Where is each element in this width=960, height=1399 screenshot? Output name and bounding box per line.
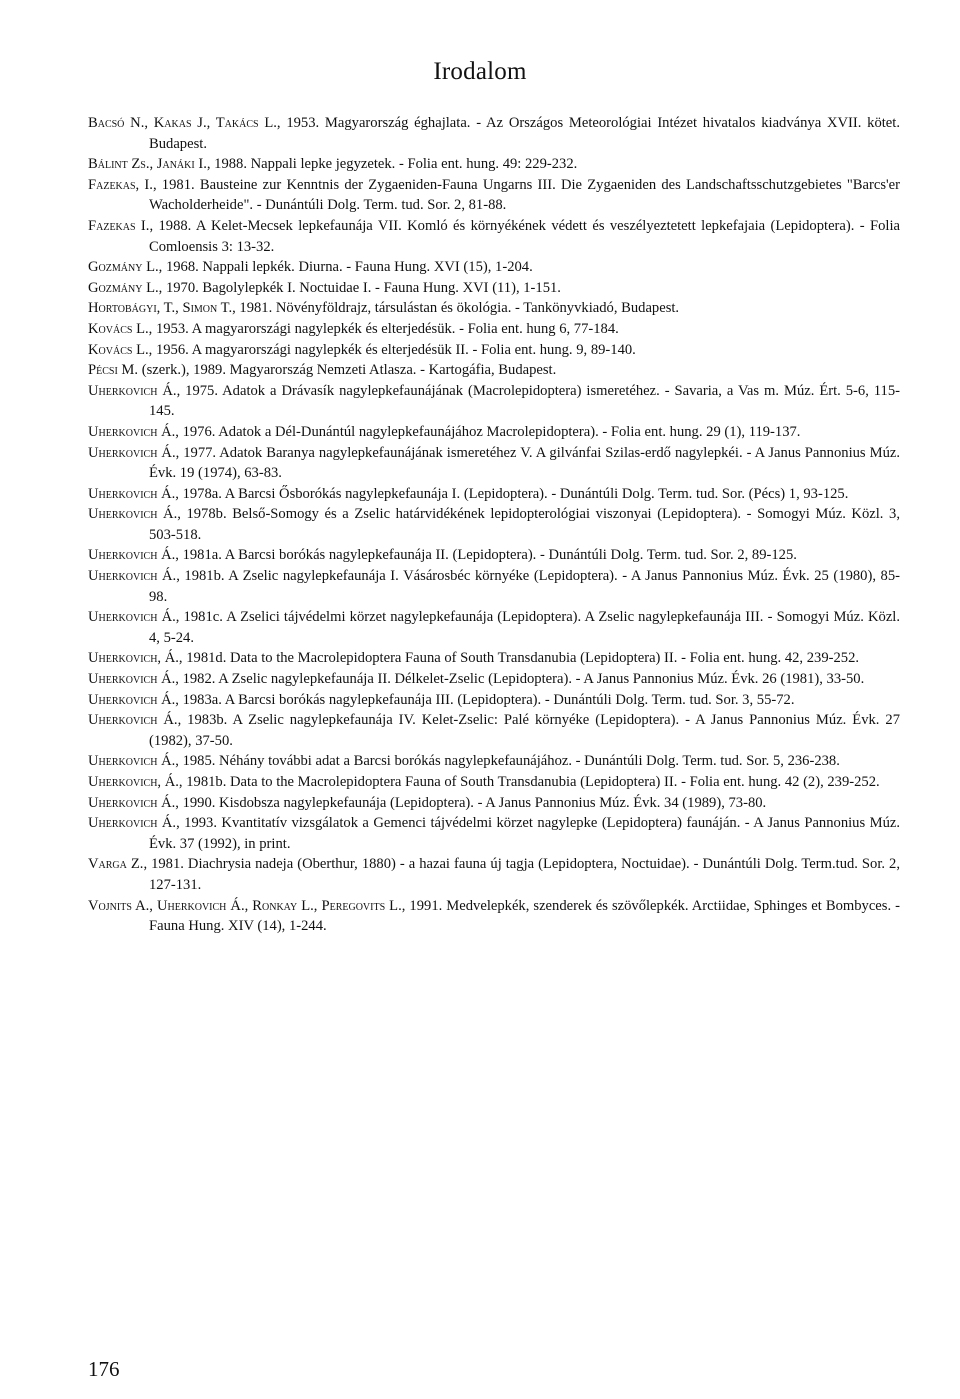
reference-text: , 1990. Kisdobsza nagylepkefaunája (Lepidoptera). - A Janus Pannonius Múz. Évk. 34 (1989), 73-80. (175, 794, 767, 811)
reference-authors: Uherkovich Á. (88, 712, 178, 729)
reference-text: , 1985. Néhány további adat a Barcsi borókás nagylepkefaunájához. - Dunántúli Dolg. Term. tud. Sor. 5, 236-238. (175, 753, 840, 770)
page-number: 176 (88, 1357, 120, 1381)
reference-item (88, 319, 900, 340)
reference-item (88, 793, 900, 814)
reference-item (88, 710, 900, 751)
reference-authors: Uherkovich Á. (88, 423, 176, 440)
reference-authors: Uherkovich Á. (88, 609, 176, 626)
reference-text: , 1953. A magyarországi nagylepkék és elterjedésük. - Folia ent. hung 6, 77-184. (148, 320, 619, 337)
reference-item (88, 422, 900, 443)
reference-text: , 1981b. Data to the Macrolepidoptera Fauna of South Transdanubia (Lepidoptera) II. - Folia ent. hung. 42 (2), 239-252. (178, 774, 880, 790)
reference-text: , 1982. A Zselic nagylepkefaunája II. Délkelet-Zselic (Lepidoptera). - A Janus Pannonius Múz. Évk. 26 (1981), 33-50. (175, 671, 865, 688)
reference-authors: Bacsó N., Kakas J., Takács L. (88, 115, 277, 131)
reference-text: , 1981b. A Zselic nagylepkefaunája I. Vásárosbéc környéke (Lepidoptera). - A Janus Pannonius Múz. Évk. 25 (1980), 85-98. (149, 568, 900, 605)
reference-authors: Kovács L. (88, 341, 149, 358)
reference-text: , 1977. Adatok Baranya nagylepkefaunájának ismeretéhez V. A gilvánfai Szilas-erdő nagylepkéi. - A Janus Pannonius Múz. Évk. 19 (1974), 63-83. (149, 444, 900, 482)
reference-text: , 1988. A Kelet-Mecsek lepkefaunája VII. Komló és környékének védett és veszélyeztetett lepkefajaia (Lepidoptera). - Folia Comloensis 3: 13-32. (149, 217, 900, 255)
reference-list (88, 113, 900, 937)
reference-authors: Gozmány L. (88, 279, 159, 296)
reference-text: , 1978b. Belső-Somogy és a Zselic határvidékének lepidopterológiai viszonyai (Lepidoptera). - Somogyi Múz. Közl. 3, 503-518. (149, 506, 900, 543)
reference-authors: Uherkovich Á. (88, 485, 176, 502)
reference-item (88, 278, 900, 299)
reference-item (88, 340, 900, 361)
reference-text: , 1976. Adatok a Dél-Dunántúl nagylepkefaunájához Macrolepidoptera). - Folia ent. hung. 29 (1), 119-137. (175, 423, 801, 440)
reference-text: , 1978a. A Barcsi Ősborókás nagylepkefaunája I. (Lepidoptera). - Dunántúli Dolg. Term. tud. Sor. (Pécs) 1, 93-125. (175, 485, 849, 502)
reference-item (88, 648, 900, 669)
reference-authors: Uherkovich Á. (88, 568, 177, 585)
reference-authors: Vojnits A., Uherkovich Á., Ronkay L., Peregovits L. (88, 897, 402, 914)
reference-item (88, 690, 900, 711)
reference-item (88, 854, 900, 895)
reference-text: , 1993. Kvantitatív vizsgálatok a Gemenci tájvédelmi körzet nagylepke (Lepidoptera) faunáján. - A Janus Pannonius Múz. Évk. 37 (1992), in print. (149, 815, 900, 852)
reference-item (88, 257, 900, 278)
reference-item (88, 896, 900, 937)
reference-text: , 1981d. Data to the Macrolepidoptera Fauna of South Transdanubia (Lepidoptera) II. - Folia ent. hung. 42, 239-252. (178, 650, 860, 667)
reference-authors: Gozmány L. (88, 259, 159, 276)
reference-text: , 1981c. A Zselici tájvédelmi körzet nagylepkefaunája (Lepidoptera). A Zselic nagylepkefaunája III. - Somogyi Múz. Közl. 4, 5-24. (149, 609, 901, 646)
reference-text: , 1981. Bausteine zur Kenntnis der Zygaeniden-Fauna Ungarns III. Die Zygaeniden des Landschaftsschutzgebietes "Barcs'er Wacholderheide". - Dunántúli Dolg. Term. tud. Sor. 2, 81-88. (149, 176, 900, 214)
reference-item (88, 545, 900, 566)
reference-item (88, 504, 900, 545)
reference-authors: Kovács L. (88, 320, 149, 337)
reference-item (88, 813, 900, 854)
reference-authors: Uherkovich Á. (88, 815, 177, 832)
reference-text: , 1983b. A Zselic nagylepkefaunája IV. Kelet-Zselic: Palé környéke (Lepidoptera). - A Janus Pannonius Múz. Évk. 27 (1982), 37-50. (149, 712, 900, 749)
reference-authors: Hortobágyi, T., Simon T. (88, 300, 233, 317)
reference-text: , 1970. Bagolylepkék I. Noctuidae I. - Fauna Hung. XVI (11), 1-151. (158, 279, 561, 296)
reference-item (88, 443, 900, 484)
reference-authors: Uherkovich Á. (88, 547, 176, 564)
reference-authors: Pécsi M. (88, 362, 139, 379)
reference-item (88, 484, 900, 505)
reference-authors: Uherkovich Á. (88, 691, 176, 708)
reference-text: (szerk.), 1989. Magyarország Nemzeti Atlasza. - Kartogáfia, Budapest. (138, 362, 557, 379)
reference-item (88, 669, 900, 690)
reference-text: , 1968. Nappali lepkék. Diurna. - Fauna Hung. XVI (15), 1-204. (158, 259, 533, 276)
reference-item (88, 772, 900, 793)
reference-item (88, 154, 900, 175)
reference-authors: Uherkovich Á. (88, 506, 178, 523)
reference-authors: Uherkovich Á. (88, 753, 176, 770)
reference-text: , 1991. Medvelepkék, szenderek és szövőlepkék. Arctiidae, Sphinges et Bombyces. - Fauna Hung. XIV (14), 1-244. (149, 897, 900, 935)
reference-item (88, 360, 900, 381)
reference-text: , 1956. A magyarországi nagylepkék és elterjedésük II. - Folia ent. hung. 9, 89-140. (148, 341, 636, 358)
reference-item (88, 216, 900, 257)
reference-text: , 1981a. A Barcsi borókás nagylepkefaunája II. (Lepidoptera). - Dunántúli Dolg. Term. tud. Sor. 2, 89-125. (175, 547, 797, 564)
reference-text: , 1975. Adatok a Drávasík nagylepkefaunájának (Macrolepidoptera) ismeretéhez. - Savaria, a Vas m. Múz. Ért. 5-6, 115-145. (149, 382, 900, 420)
reference-text: , 1983a. A Barcsi borókás nagylepkefaunája III. (Lepidoptera). - Dunántúli Dolg. Term. tud. Sor. 3, 55-72. (175, 691, 795, 708)
reference-text: , 1981. Diachrysia nadeja (Oberthur, 1880) - a hazai fauna új tagja (Lepidoptera, Noctuidae). - Dunántúli Dolg. Term.tud. Sor. 2, 127-131. (143, 856, 900, 893)
reference-item (88, 566, 900, 607)
reference-item (88, 298, 900, 319)
reference-item (88, 607, 900, 648)
reference-item (88, 751, 900, 772)
reference-authors: Bálint Zs., Janáki I. (88, 156, 207, 173)
reference-authors: Fazekas, I. (88, 176, 153, 193)
page-title: Irodalom (433, 58, 527, 85)
reference-authors: Uherkovich, Á. (88, 774, 179, 790)
reference-text: , 1988. Nappali lepke jegyzetek. - Folia ent. hung. 49: 229-232. (206, 156, 578, 173)
reference-authors: Uherkovich, Á. (88, 650, 179, 667)
reference-authors: Uherkovich Á. (88, 794, 176, 811)
reference-authors: Uherkovich Á. (88, 444, 176, 461)
reference-item (88, 175, 900, 216)
reference-item (88, 381, 900, 422)
reference-text: , 1981. Növényföldrajz, társulástan és ökológia. - Tankönyvkiadó, Budapest. (232, 300, 680, 317)
reference-item (88, 113, 900, 154)
reference-text: , 1953. Magyarország éghajlata. - Az Országos Meteorológiai Intézet hivatalos kiadványa XVII. kötet. Budapest. (149, 115, 900, 152)
reference-authors: Varga Z. (88, 856, 144, 873)
reference-authors: Uherkovich Á. (88, 671, 176, 688)
reference-authors: Fazekas I. (88, 217, 150, 234)
reference-authors: Uherkovich Á. (88, 382, 177, 399)
